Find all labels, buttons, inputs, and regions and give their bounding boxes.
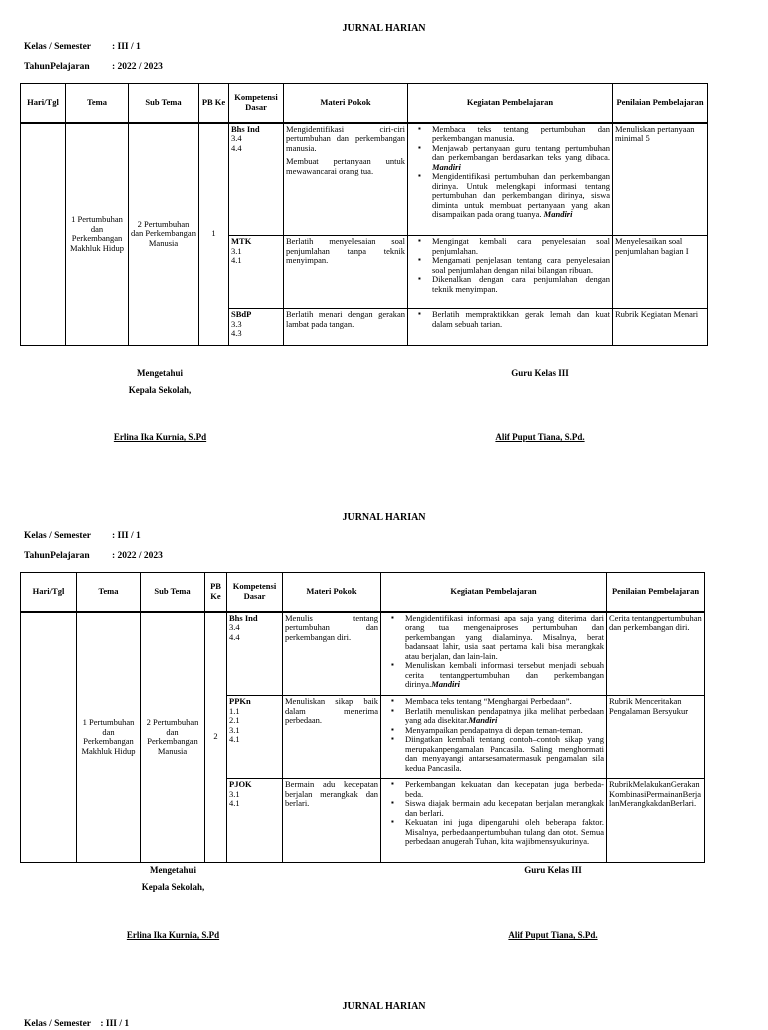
- penilaian-cell: Rubrik Kegiatan Menari: [613, 309, 708, 346]
- materi-text: Menulis tentang pertumbuhan dan perkembangan diri.: [285, 612, 378, 642]
- header-hari: Hari/Tgl: [21, 573, 77, 612]
- penilaian-cell: Cerita tentangpertumbuhan dan perkembangan diri.: [607, 612, 705, 696]
- list-item: ▪ Kekuatan ini juga dipengaruhi oleh beberapa faktor. Misalnya, perbedaanpertumbuhan tulang dan otot. Semua perbedaan anugerah Tuhan, kita wajibmensyukurinya.: [405, 818, 604, 847]
- kd-number: 4.1: [229, 798, 240, 809]
- kegiatan-list: [383, 614, 604, 690]
- penilaian-cell: Rubrik Menceritakan Pengalaman Bersyukur: [607, 696, 705, 779]
- tahun-label: TahunPelajaran: [24, 551, 90, 561]
- kelas-semester: [24, 42, 141, 53]
- signature-name-guru: Alif Puput Tiana, S.Pd.: [508, 930, 598, 940]
- pb-cell: 1: [199, 123, 229, 346]
- kelas-label: Kelas / Semester: [24, 531, 92, 541]
- kelas-value: : III / 1: [112, 531, 141, 541]
- materi-cell: [284, 309, 408, 346]
- list-item: ▪ Perkembangan kekuatan dan kecepatan juga berbeda-beda.: [405, 780, 604, 799]
- kd-number: 2.1: [229, 715, 240, 726]
- hari-cell: [21, 612, 77, 863]
- tahun-label: TahunPelajaran: [24, 62, 90, 72]
- penilaian-cell: RubrikMelakukanGerakanKombinasiPermainanBerjalanMerangkakdanBerlari.: [607, 779, 705, 863]
- penilaian-cell: Menyelesaikan soal penjumlahan bagian I: [613, 236, 708, 309]
- materi-cell: [283, 696, 381, 779]
- hari-cell: [21, 123, 66, 346]
- kd-code: MTK: [231, 236, 252, 246]
- journal-title: JURNAL HARIAN: [342, 512, 426, 523]
- header-subtema: Sub Tema: [129, 84, 199, 123]
- header-row: [21, 573, 705, 612]
- header-hari: Hari/Tgl: [21, 84, 66, 123]
- list-item: ▪ Mengidentifikasi pertumbuhan dan perkembangan dirinya. Untuk melengkapi informasi tentang pertumbuhan dan perkembangan dirinya, siswa diminta untuk membuat pertanyaan yang akan disampaikan pada orang tuanya. Mandiri: [432, 172, 610, 220]
- signature-name-kepala: Erlina Ika Kurnia, S.Pd: [126, 930, 220, 940]
- table-row: [21, 123, 708, 236]
- header-kegiatan: Kegiatan Pembelajaran: [381, 573, 607, 612]
- materi-cell: [284, 236, 408, 309]
- tema-cell: 1 Pertumbuhan dan Perkembangan Makhluk Hidup: [66, 123, 129, 346]
- kelas-value: : III / 1: [112, 42, 141, 52]
- kd-cell: [227, 612, 283, 696]
- list-item: ▪ Membaca teks tentang “Menghargai Perbedaan”.: [405, 697, 604, 707]
- kd-number: 3.1: [231, 245, 242, 256]
- list-item: ▪ Mengingat kembali cara penyelesaian soal penjumlahan.: [432, 237, 610, 256]
- kd-number: 3.4: [229, 622, 240, 633]
- header-pb: PB Ke: [205, 573, 227, 612]
- list-item: ▪ Dikenalkan dengan cara penjumlahan dengan teknik menyimpan.: [432, 275, 610, 294]
- materi-text: Membuat pertanyaan untuk mewawancarai orang tua.: [286, 156, 405, 176]
- signature-mengetahui: Mengetahui: [150, 865, 196, 875]
- kd-cell: [227, 779, 283, 863]
- header-tema: Tema: [77, 573, 141, 612]
- tahun-pelajaran: [24, 62, 163, 73]
- kegiatan-cell: [408, 236, 613, 309]
- list-item: ▪ Membaca teks tentang pertumbuhan dan perkembangan manusia.: [432, 125, 610, 144]
- kd-code: Bhs Ind: [229, 612, 258, 623]
- signature-guru-kelas: Guru Kelas III: [524, 865, 582, 875]
- kelas-semester-partial: Kelas / Semester : III / 1: [24, 1019, 130, 1029]
- kegiatan-cell: [408, 309, 613, 346]
- kegiatan-list: [410, 125, 610, 220]
- signature-mengetahui: Mengetahui: [137, 368, 183, 378]
- signature-kepala-sekolah: Kepala Sekolah,: [128, 385, 192, 395]
- kd-number: 4.1: [231, 255, 242, 266]
- kd-cell: [227, 696, 283, 779]
- header-materi: Materi Pokok: [284, 84, 408, 123]
- list-item: ▪ Mengamati penjelasan tentang cara penyelesaian soal penjumlahan dengan nilai bilangan ribuan.: [432, 256, 610, 275]
- kd-number: 3.4: [231, 133, 242, 144]
- header-kd: Kompetensi Dasar: [229, 84, 284, 123]
- kd-cell: [229, 236, 284, 309]
- kegiatan-list: [410, 237, 610, 294]
- subtema-cell: 2 Pertumbuhan dan Perkembangan Manusia: [129, 123, 199, 346]
- kegiatan-list: [410, 310, 610, 329]
- kelas-semester: [24, 531, 141, 542]
- list-item: ▪ Berlatih menuliskan pendapatnya jika melihat perbedaan yang ada disekitar.Mandiri: [405, 707, 604, 726]
- materi-cell: [283, 779, 381, 863]
- signature-name-guru: Alif Puput Tiana, S.Pd.: [495, 432, 585, 442]
- kd-number: 3.1: [229, 724, 240, 735]
- kd-number: 3.1: [229, 788, 240, 799]
- materi-cell: [284, 123, 408, 236]
- header-pb: PB Ke: [199, 84, 229, 123]
- kd-number: 4.4: [229, 631, 240, 642]
- kegiatan-cell: [381, 779, 607, 863]
- materi-text: Menuliskan sikap baik dalam menerima perbedaan.: [285, 696, 378, 726]
- signature-name-kepala: Erlina Ika Kurnia, S.Pd: [113, 432, 207, 442]
- kd-code: PJOK: [229, 779, 252, 789]
- journal-title: JURNAL HARIAN: [342, 1001, 426, 1012]
- pb-cell: 2: [205, 612, 227, 863]
- list-item: ▪ Siswa diajak bermain adu kecepatan berjalan merangkak dan berlari.: [405, 799, 604, 818]
- materi-text: Mengidentifikasi ciri-ciri pertumbuhan dan perkembangan manusia.: [286, 123, 405, 153]
- signature-kepala-sekolah: Kepala Sekolah,: [141, 882, 205, 892]
- kd-cell: [229, 309, 284, 346]
- signature-guru-kelas: Guru Kelas III: [511, 368, 569, 378]
- list-item: ▪ Menuliskan kembali informasi tersebut menjadi sebuah cerita tentangpertumbuhan dan perkembangan dirinya.Mandiri: [405, 661, 604, 690]
- kegiatan-cell: [381, 612, 607, 696]
- tahun-value: : 2022 / 2023: [112, 62, 163, 72]
- list-item: ▪ Mengidentifikasi informasi apa saja yang diterima dari orang tua mengenaiproses pertumbuhan dan perkembangan yang dialaminya. Misalnya, berat badansaat lahir, usia saat pertama kali bisa merangkak atau berjalan, dan lain-lain.: [405, 614, 604, 662]
- tema-cell: 1 Pertumbuhan dan Perkembangan Makhluk Hidup: [77, 612, 141, 863]
- kd-number: 4.4: [231, 142, 242, 153]
- list-item: ▪ Diingatkan kembali tentang contoh–contoh sikap yang merupakanpengamalan Pancasila. Saling menghormati dan menyayangi antarsesamatermasuk pengamalan sila kedua Pancasila.: [405, 735, 604, 773]
- header-subtema: Sub Tema: [141, 573, 205, 612]
- materi-cell: [283, 612, 381, 696]
- materi-text: Bermain adu kecepatan berjalan merangkak dan berlari.: [285, 779, 378, 809]
- kd-cell: [229, 123, 284, 236]
- header-kegiatan: Kegiatan Pembelajaran: [408, 84, 613, 123]
- kd-number: 1.1: [229, 705, 240, 716]
- subtema-cell: 2 Pertumbuhan dan Perkembangan Manusia: [141, 612, 205, 863]
- tahun-pelajaran: [24, 551, 163, 562]
- kd-code: Bhs Ind: [231, 123, 260, 134]
- penilaian-cell: Menuliskan pertanyaan minimal 5: [613, 123, 708, 236]
- journal-table-1: [20, 83, 708, 346]
- kegiatan-cell: [408, 123, 613, 236]
- journal-title: JURNAL HARIAN: [342, 23, 426, 34]
- kd-number: 4.3: [231, 328, 242, 339]
- table-row: [21, 612, 705, 696]
- header-materi: Materi Pokok: [283, 573, 381, 612]
- header-kd: Kompetensi Dasar: [227, 573, 283, 612]
- kd-code: PPKn: [229, 696, 251, 706]
- header-row: [21, 84, 708, 123]
- kd-code: SBdP: [231, 309, 252, 319]
- kd-number: 4.1: [229, 734, 240, 745]
- tahun-value: : 2022 / 2023: [112, 551, 163, 561]
- header-tema: Tema: [66, 84, 129, 123]
- list-item: ▪ Berlatih mempraktikkan gerak lemah dan kuat dalam sebuah tarian.: [432, 310, 610, 329]
- list-item: ▪ Menyampaikan pendapatnya di depan teman-teman.: [405, 726, 604, 736]
- materi-text: Berlatih menari dengan gerakan lambat pada tangan.: [286, 309, 405, 329]
- kegiatan-list: [383, 697, 604, 773]
- header-penilaian: Penilaian Pembelajaran: [613, 84, 708, 123]
- kegiatan-cell: [381, 696, 607, 779]
- kegiatan-list: [383, 780, 604, 847]
- kd-number: 3.3: [231, 318, 242, 329]
- journal-table-2: [20, 572, 705, 863]
- header-penilaian: Penilaian Pembelajaran: [607, 573, 705, 612]
- materi-text: Berlatih menyelesaian soal penjumlahan tanpa teknik menyimpan.: [286, 236, 405, 266]
- kelas-label: Kelas / Semester: [24, 42, 92, 52]
- list-item: ▪ Menjawab pertanyaan guru tentang pertumbuhan dan perkembangan berdasarkan teks yang dibaca. Mandiri: [432, 144, 610, 173]
